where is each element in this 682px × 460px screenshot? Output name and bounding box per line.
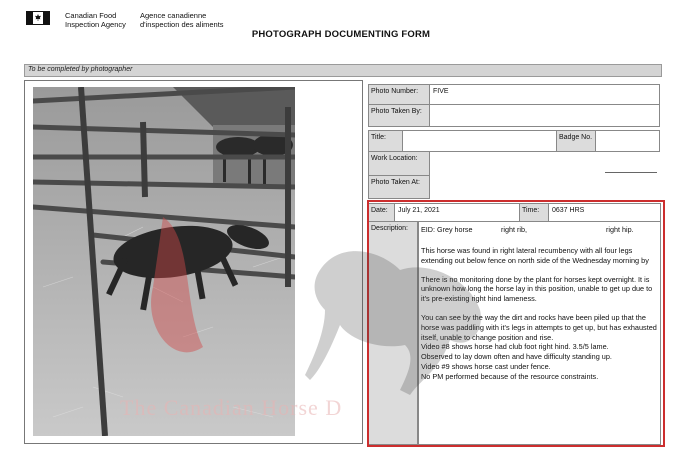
horse-photo xyxy=(33,87,295,436)
photo-number-value: FIVE xyxy=(429,84,660,105)
photo-taken-by-label: Photo Taken By: xyxy=(368,104,430,127)
work-location-underline xyxy=(605,172,657,173)
eid-right-hip: right hip. xyxy=(606,225,634,234)
badge-label: Badge No. xyxy=(556,130,596,152)
canada-flag-icon xyxy=(26,11,50,25)
photo-taken-by-value xyxy=(429,104,660,127)
photo-number-label: Photo Number: xyxy=(368,84,430,105)
desc-paragraph-6: Video #9 shows horse cast under fence. xyxy=(421,361,551,371)
time-value: 0637 HRS xyxy=(548,203,661,222)
title-label: Title: xyxy=(368,130,403,152)
desc-paragraph-7: No PM performed because of the resource constraints. xyxy=(421,371,599,381)
photo-taken-at-label: Photo Taken At: xyxy=(368,175,430,199)
watermark-text: The Canadian Horse D xyxy=(120,395,343,420)
desc-paragraph-4: Video #8 shows horse had club foot right hind. 3.5/5 lame. xyxy=(421,342,609,352)
desc-paragraph-1: This horse was found in right lateral recumbency with all four legs extending out below fence on north side of the Wednesday morning by xyxy=(421,246,649,265)
work-location-label: Work Location: xyxy=(368,151,430,176)
horse-photo-image xyxy=(33,87,295,436)
desc-paragraph-2: There is no monitoring done by the plant for horses kept overnight. It is unknown how long the horse lay in this position, unable to get up due to it's pre-existing right hind lameness. xyxy=(421,274,653,304)
date-value: July 21, 2021 xyxy=(394,203,520,222)
band-label: To be completed by photographer xyxy=(28,66,133,73)
description-label: Description: xyxy=(368,221,418,445)
badge-value xyxy=(595,130,660,152)
desc-paragraph-3: You can see by the way the dirt and rocks have been piled up that the horse was paddling with it's legs in attempts to get up, but has exhausted itself, unable to change position and rise. xyxy=(421,312,657,342)
agency-name-en: Canadian Food Inspection Agency xyxy=(65,11,126,29)
photographer-band xyxy=(24,64,662,77)
form-title: PHOTOGRAPH DOCUMENTING FORM xyxy=(251,29,431,40)
horse-watermark-icon xyxy=(300,230,500,400)
agency-name-fr: Agence canadienne d'inspection des aliments xyxy=(140,11,224,29)
desc-paragraph-5: Observed to lay down often and have difficulty standing up. xyxy=(421,352,612,362)
eid-right-rib: right rib, xyxy=(501,225,527,234)
title-value xyxy=(402,130,557,152)
eid-text: EID: Grey horse xyxy=(421,225,473,234)
date-label: Date: xyxy=(368,203,395,222)
time-label: Time: xyxy=(519,203,549,222)
